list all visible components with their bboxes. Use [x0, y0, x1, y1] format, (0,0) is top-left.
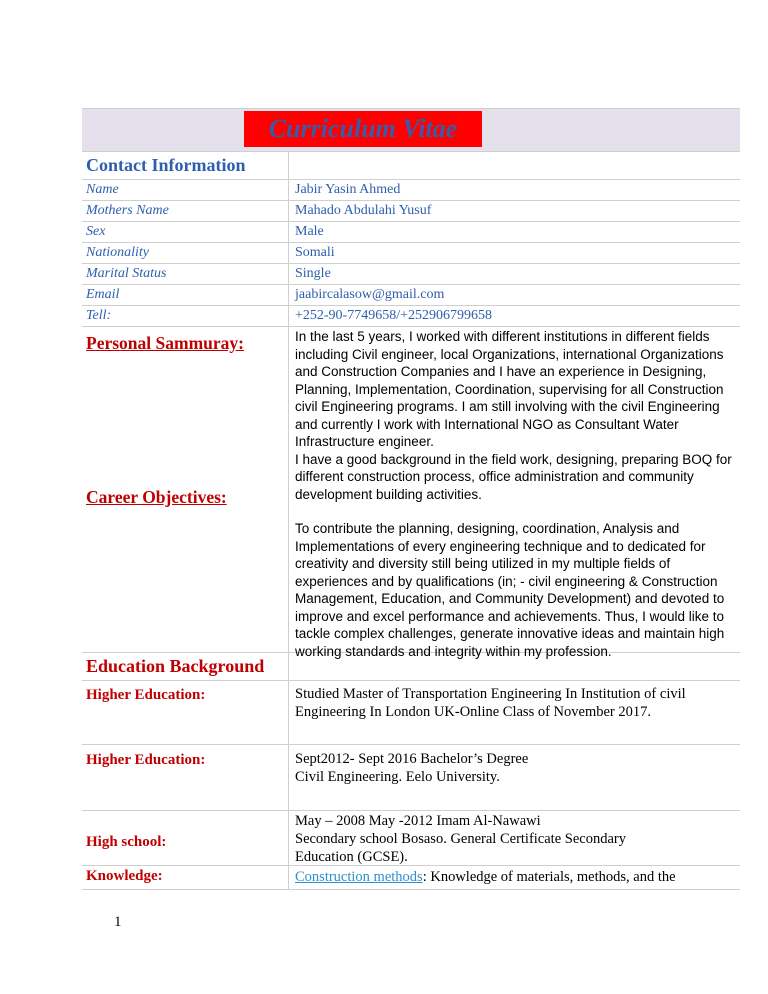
- cv-title: Curriculum Vitae: [244, 111, 482, 147]
- contact-value: Single: [288, 264, 740, 284]
- contact-value: Jabir Yasin Ahmed: [288, 180, 740, 200]
- education-line: May – 2008 May -2012 Imam Al-Nawawi: [295, 813, 541, 829]
- education-label: Higher Education:: [86, 687, 206, 703]
- contact-row-name: [82, 180, 740, 201]
- contact-label: Email: [86, 287, 120, 302]
- title-row: [82, 108, 740, 152]
- contact-heading-row: [82, 152, 740, 180]
- contact-value: Male: [288, 222, 740, 242]
- education-row: [82, 681, 740, 745]
- education-line: Civil Engineering. Eelo University.: [295, 769, 500, 785]
- knowledge-label: Knowledge:: [86, 868, 163, 884]
- contact-row-marital-status: [82, 264, 740, 285]
- summary-paragraph: In the last 5 years, I worked with different institutions in different fields including Civil engineer, local Organizations, international Organizations and Construction Companies and I have an experience in Designing, Planning, Implementation, Coordination, supervising for all Construction civil Engineering programs. I am still involving with the civil Engineering and currently I work with International NGO as Consultant Water Infrastructure engineer.: [295, 329, 724, 449]
- construction-methods-link[interactable]: Construction methods: [295, 869, 423, 885]
- contact-value: Mahado Abdulahi Yusuf: [288, 201, 740, 221]
- objectives-heading: Career Objectives:: [86, 487, 227, 507]
- contact-value: jaabircalasow@gmail.com: [288, 285, 740, 305]
- contact-row-mothers-name: [82, 201, 740, 222]
- summary-row: [82, 327, 740, 659]
- contact-row-sex: [82, 222, 740, 243]
- contact-label: Mothers Name: [86, 203, 169, 218]
- contact-row-email: [82, 285, 740, 306]
- education-row: [82, 811, 740, 866]
- education-heading-row: [82, 653, 740, 681]
- education-heading: Education Background: [86, 656, 265, 676]
- contact-label: Name: [86, 182, 119, 197]
- summary-heading: Personal Sammuray:: [86, 333, 244, 353]
- contact-row-nationality: [82, 243, 740, 264]
- knowledge-text: : Knowledge of materials, methods, and the: [422, 869, 676, 885]
- education-row: [82, 745, 740, 811]
- contact-value: Somali: [288, 243, 740, 263]
- contact-label: Sex: [86, 224, 106, 239]
- page-number: 1: [114, 914, 122, 930]
- education-line: Secondary school Bosaso. General Certificate Secondary: [295, 831, 626, 847]
- education-line: Studied Master of Transportation Engineering In Institution of civil: [295, 686, 686, 702]
- contact-label: Marital Status: [86, 266, 167, 281]
- contact-value: +252-90-7749658/+252906799658: [288, 306, 740, 326]
- contact-heading: Contact Information: [86, 155, 246, 175]
- education-label: High school:: [86, 834, 167, 850]
- education-line: Education (GCSE).: [295, 849, 408, 865]
- contact-label: Tell:: [86, 308, 112, 323]
- education-line: Sept2012- Sept 2016 Bachelor’s Degree: [295, 751, 529, 767]
- education-line: Engineering In London UK-Online Class of November 2017.: [295, 704, 651, 720]
- education-label: Higher Education:: [86, 752, 206, 768]
- objectives-paragraph: To contribute the planning, designing, coordination, Analysis and Implementations of every engineering technique and to dedicated for creativity and diversity still being utilized in my multiple fields of experiences and by qualifications (in; - civil engineering & Construction Management, Education, and Community Development) and devoted to improve and excel performance and achievements. Thus, I would like to tackle complex challenges, generate innovative ideas and maintain high working standards and integrity within my profession.: [295, 521, 725, 659]
- cv-table: [82, 108, 740, 890]
- knowledge-row: [82, 866, 740, 889]
- contact-row-tell: [82, 306, 740, 327]
- summary-paragraph-2: I have a good background in the field work, designing, preparing BOQ for different construction process, office administration and community development building activities.: [295, 451, 732, 502]
- contact-label: Nationality: [86, 245, 149, 260]
